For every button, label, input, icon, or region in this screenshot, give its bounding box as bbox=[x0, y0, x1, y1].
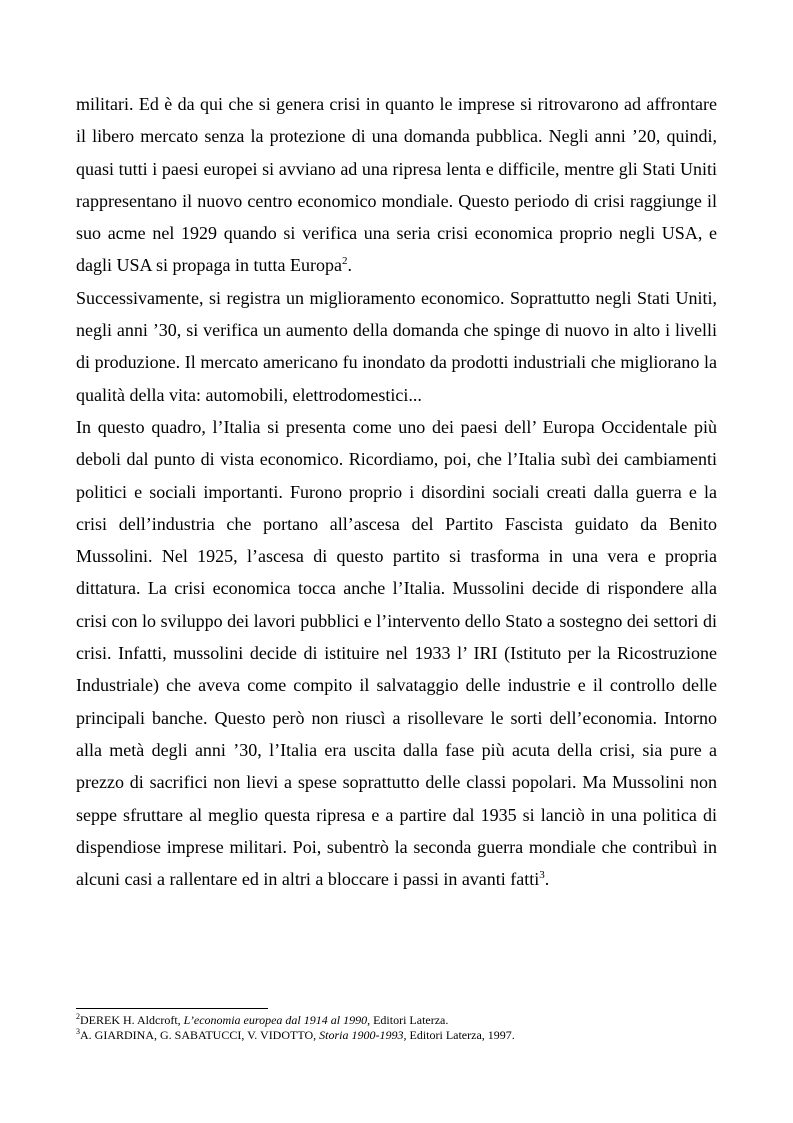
paragraph-2 bbox=[76, 282, 717, 411]
paragraph-1-text: militari. Ed è da qui che si genera crisi in quanto le imprese si ritrovarono ad affrontare il libero mercato senza la protezione di una domanda pubblica. Negli anni ’20, quindi, quasi tutti i paesi europei si avviano ad una ripresa lenta e difficile, mentre gli Stati Uniti rappresentano il nuovo centro economico mondiale. Questo periodo di crisi raggiunge il suo acme nel 1929 quando si verifica una seria crisi economica proprio negli USA, e dagli USA si propaga in tutta Europa bbox=[76, 94, 717, 276]
paragraph-1 bbox=[76, 88, 717, 282]
paragraph-2-text: Successivamente, si registra un miglioramento economico. Soprattutto negli Stati Uniti, negli anni ’30, si verifica un aumento della domanda che spinge di nuovo in alto i livelli di produzione. Il mercato americano fu inondato da prodotti industriali che migliorano la qualità della vita: automobili, elettrodomestici... bbox=[76, 287, 717, 405]
footnote-divider bbox=[76, 1008, 268, 1009]
footnote-number: 2 bbox=[76, 1012, 80, 1021]
paragraph-3 bbox=[76, 411, 717, 895]
paragraph-3-end: . bbox=[544, 869, 550, 890]
body-text bbox=[76, 88, 717, 895]
footnote-2 bbox=[76, 1013, 717, 1028]
footnote-title: Storia 1900-1993, bbox=[319, 1028, 407, 1042]
footnote-number: 3 bbox=[76, 1027, 80, 1036]
footnotes bbox=[76, 1013, 717, 1043]
footnote-publisher: , Editori Laterza. bbox=[367, 1013, 449, 1027]
footnote-author: DEREK H. Aldcroft, bbox=[80, 1013, 184, 1027]
paragraph-1-end: . bbox=[347, 255, 352, 276]
footnote-ref-3: 3 bbox=[539, 869, 545, 882]
footnote-ref-2: 2 bbox=[341, 255, 348, 268]
footnote-title: L’economia europea dal 1914 al 1990 bbox=[183, 1013, 368, 1027]
footnote-publisher: Editori Laterza, 1997. bbox=[406, 1028, 515, 1042]
footnote-author: A. GIARDINA, G. SABATUCCI, V. VIDOTTO, bbox=[80, 1028, 320, 1042]
footnote-3 bbox=[76, 1028, 717, 1043]
paragraph-3-text: In questo quadro, l’Italia si presenta come uno dei paesi dell’ Europa Occidentale più deboli dal punto di vista economico. Ricordiamo, poi, che l’Italia subì dei cambiamenti politici e sociali importanti. Furono proprio i disordini sociali creati dalla guerra e la crisi dell’industria che portano all’ascesa del Partito Fascista guidato da Benito Mussolini. Nel 1925, l’ascesa di questo partito si trasforma in una vera e propria dittatura. La crisi economica tocca anche l’Italia. Mussolini decide di rispondere alla crisi con lo sviluppo dei lavori pubblici e l’intervento dello Stato a sostegno dei settori di crisi. Infatti, mussolini decide di istituire nel 1933 l’ IRI (Istituto per la Ricostruzione Industriale) che aveva come compito il salvataggio delle industrie e il controllo delle principali banche. Questo però non riuscì a risollevare le sorti dell’economia. Intorno alla metà degli anni ’30, l’Italia era uscita dalla fase più acuta della crisi, sia pure a prezzo di sacrifici non lievi a spese soprattutto delle classi popolari. Ma Mussolini non seppe sfruttare al meglio questa ripresa e a partire dal 1935 si lanciò in una politica di dispendiose imprese militari. Poi, subentrò la seconda guerra mondiale che contribuì in alcuni casi a rallentare ed in altri a bloccare i passi in avanti fatti bbox=[76, 416, 717, 890]
